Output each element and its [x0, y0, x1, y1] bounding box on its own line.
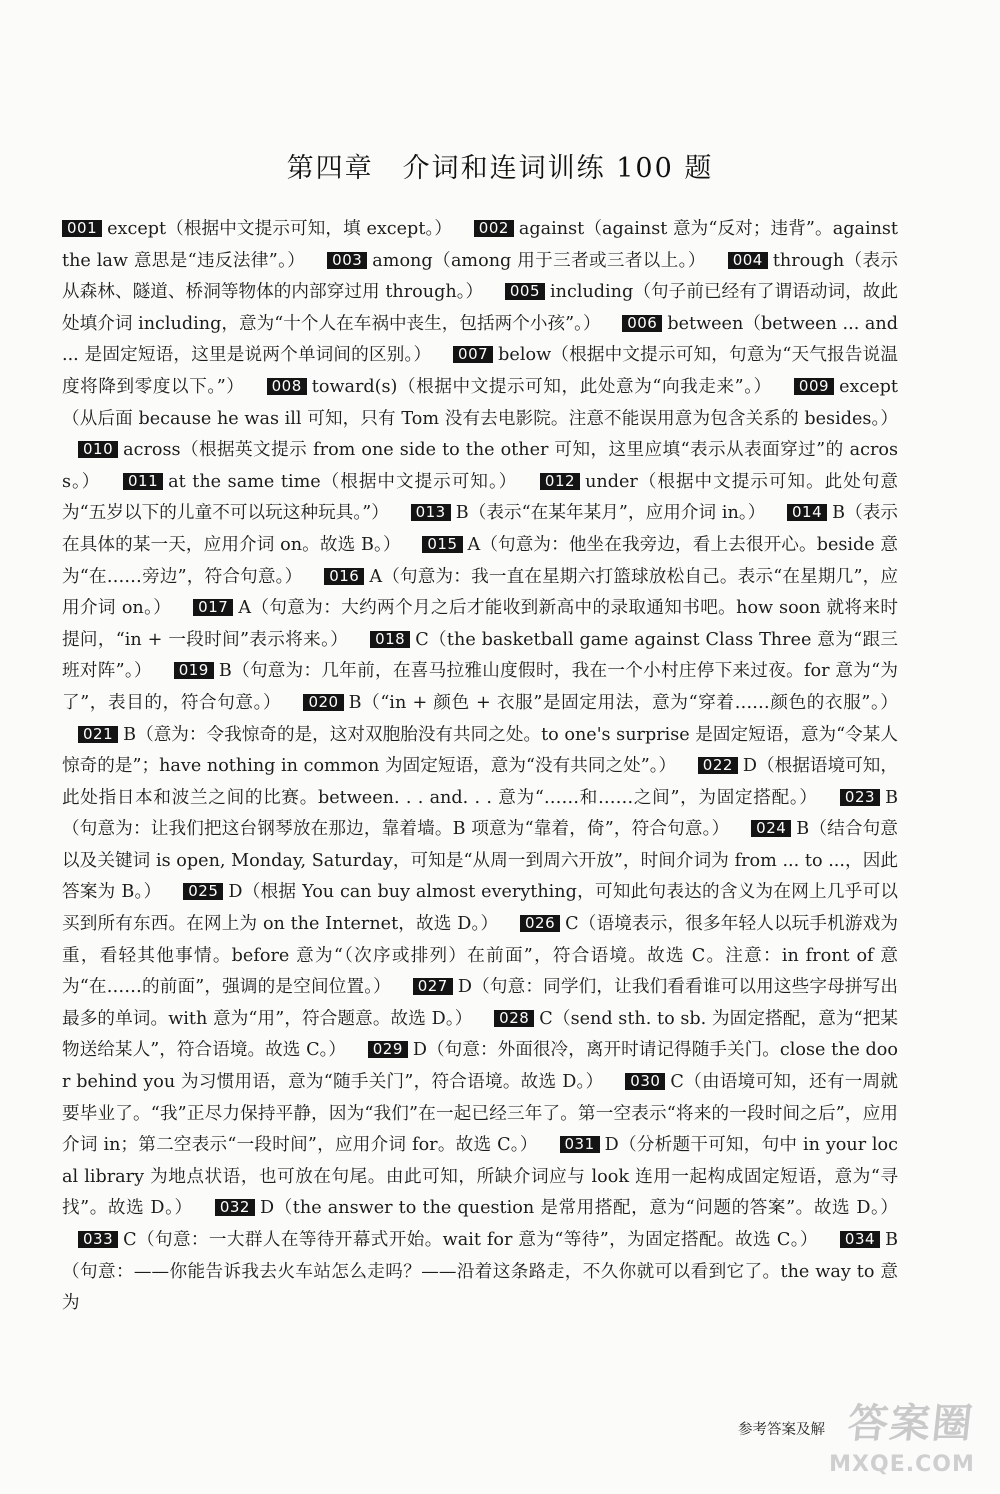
answer-text: C（句意：一大群人在等待开幕式开始。wait for 意为“等待”，为固定搭配。故选 C。） [123, 1230, 818, 1250]
answer-text: B（表示“在某年某月”，应用介词 in。） [455, 503, 766, 524]
watermark-url: MXQE.COM [829, 1452, 975, 1477]
page-footer: 参考答案及解 [738, 1422, 825, 1438]
answer-entry [107, 472, 517, 492]
answer-text: except（从后面 because he was ill 可知，只有 Tom 没有去电影院。注意不能误用意为包含关系的 besides。） [62, 376, 898, 429]
question-number-badge: 015 [422, 536, 462, 553]
answer-entry [251, 377, 772, 397]
question-number-badge: 009 [794, 378, 834, 395]
answer-text: A（句意为：他坐在我旁边，看上去很开心。beside 意为“在……旁边”，符合句意。） [62, 534, 898, 587]
question-number-badge: 020 [303, 694, 343, 711]
answer-text: among（among 用于三者或三者以上。） [372, 250, 706, 271]
answer-text: B（意为：令我惊奇的是，这对双胞胎没有共同之处。to one's surprise 是固定短语，意为“令某人惊奇的是”；have nothing in common 为固定短语，意为“没有共同之处”。） [62, 724, 898, 777]
answer-text: under（根据中文提示可知。此处句意为“五岁以下的儿童不可以玩这种玩具。”） [62, 471, 899, 524]
answer-text: D（根据语境可知，此处指日本和波兰之间的比赛。between. . . and. . . 意为“……和……之间”，为固定搭配。） [62, 756, 899, 808]
question-number-badge: 017 [193, 599, 233, 616]
question-number-badge: 013 [411, 504, 451, 521]
answer-entry [199, 1198, 898, 1218]
answer-text: B（句意为：几年前，在喜马拉雅山度假时，我在一个小村庄停下来过夜。for 意为“为了”，表目的，符合句意。） [62, 661, 898, 713]
question-number-badge: 021 [78, 726, 118, 743]
question-number-badge: 010 [78, 441, 118, 458]
answer-text: B（句意：——你能告诉我去火车站怎么走吗？——沿着这条路走，不久你就可以看到它了。the way to 意为 [62, 1230, 898, 1314]
question-number-badge: 025 [183, 883, 223, 900]
answer-list [62, 214, 898, 1320]
question-number-badge: 029 [368, 1041, 408, 1058]
chapter-title: 第四章 介词和连词训练 100 题 [286, 153, 714, 184]
question-number-badge: 023 [840, 789, 880, 806]
question-number-badge: 008 [267, 378, 307, 395]
answer-entry [395, 503, 766, 523]
answer-entry [287, 693, 898, 713]
answer-text: B（句意为：让我们把这台钢琴放在那边，靠着墙。B 项意为“靠着，倚”，符合句意。） [62, 787, 898, 840]
question-number-badge: 006 [622, 315, 662, 332]
answer-text: B（表示在具体的某一天，应用介词 on。故选 B。） [62, 503, 899, 555]
question-number-badge: 016 [324, 568, 364, 585]
question-number-badge: 028 [494, 1010, 534, 1027]
answer-text: C（语境表示，很多年轻人以玩手机游戏为重，看轻其他事情。before 意为“（次序或排列）在前面”，符合语境。故选 C。注意：in front of 意为“在……的前面”，强调的是空间位置。） [62, 914, 898, 998]
answer-text: C（send sth. to sb. 为固定搭配，意为“把某物送给某人”，符合语境。故选 C。） [62, 1008, 898, 1061]
question-number-badge: 031 [560, 1136, 600, 1153]
answer-text: A（句意为：我一直在星期六打篮球放松自己。表示“在星期几”，应用介词 on。） [62, 566, 898, 619]
answer-text: D（the answer to the question 是常用搭配，意为“问题的答案”。故选 D。） [259, 1198, 898, 1219]
question-number-badge: 034 [840, 1231, 880, 1248]
answer-text: D（句意：外面很冷，离开时请记得随手关门。close the door behind you 为习惯用语，意为“随手关门”，符合语境。故选 D。） [62, 1040, 898, 1093]
answer-text: including（句子前已经有了谓语动词，故此处填介词 including，意为“十个人在车祸中丧生，包括两个小孩”。） [62, 282, 899, 334]
question-number-badge: 030 [625, 1073, 665, 1090]
answer-text: against（against 意为“反对；违背”。against the law 意思是“违反法律”。） [62, 219, 899, 271]
answer-text: B（结合句意以及关键词 is open, Monday, Saturday，可知是“从周一到周六开放”，时间介词为 from ... to ...，因此答案为 B。） [62, 819, 899, 903]
question-number-badge: 002 [474, 220, 514, 237]
answer-text: C（the basketball game against Class Three 意为“跟三班对阵”。） [62, 629, 899, 682]
answer-text: across（根据英文提示 from one side to the other 可知，这里应填“表示从表面穿过”的 across。） [62, 440, 898, 492]
answer-text: D（句意：同学们，让我们看看谁可以用这些字母拼写出最多的单词。with 意为“用”，符合题意。故选 D。） [62, 977, 899, 1029]
question-number-badge: 033 [78, 1231, 118, 1248]
answer-text: A（句意为：大约两个月之后才能收到新高中的录取通知书吧。how soon 就将来时提问，“in + 一段时间”表示将来。） [62, 598, 899, 650]
question-number-badge: 027 [413, 978, 453, 995]
answer-entry [311, 251, 706, 271]
answer-text: D（根据 You can buy almost everything，可知此句表达的含义为在网上几乎可以买到所有东西。在网上为 on the Internet，故选 D。） [62, 882, 899, 935]
question-number-badge: 003 [327, 252, 367, 269]
question-number-badge: 032 [215, 1199, 255, 1216]
answer-text: at the same time（根据中文提示可知。） [168, 471, 518, 492]
question-number-badge: 022 [698, 757, 738, 774]
question-number-badge: 012 [540, 473, 580, 490]
answer-text: between（between ... and ... 是固定短语，这里是说两个单词间的区别。） [62, 313, 898, 366]
answer-text: D（分析题干可知，句中 in your local library 为地点状语，也可放在句尾。由此可知，所缺介词应与 look 连用一起构成固定短语，意为“寻找”。故选 D。） [62, 1135, 898, 1219]
answer-text: B（“in + 颜色 + 衣服”是固定用法，意为“穿着……颜色的衣服”。） [348, 692, 898, 713]
answer-text: except（根据中文提示可知，填 except。） [107, 219, 453, 239]
question-number-badge: 018 [370, 631, 410, 648]
answer-entry [62, 1230, 818, 1250]
question-number-badge: 019 [174, 662, 214, 679]
question-number-badge: 026 [520, 915, 560, 932]
answer-entry [62, 219, 452, 239]
watermark-logo: 答案圈 [845, 1401, 977, 1447]
question-number-badge: 004 [728, 252, 768, 269]
question-number-badge: 014 [787, 504, 827, 521]
question-number-badge: 024 [751, 820, 791, 837]
answer-text: toward(s)（根据中文提示可知，此处意为“向我走来”。） [311, 376, 772, 397]
question-number-badge: 005 [505, 283, 545, 300]
answer-text: through（表示从森林、隧道、桥洞等物体的内部穿过用 through。） [62, 250, 899, 303]
answer-text: below（根据中文提示可知，句意为“天气报告说温度将降到零度以下。”） [62, 345, 899, 397]
question-number-badge: 011 [123, 473, 163, 490]
answer-text: C（由语境可知，还有一周就要毕业了。“我”正尽力保持平静，因为“我们”在一起已经三年了。第一空表示“将来的一段时间之后”，应用介词 in；第二空表示“一段时间”，应用介词 for。故选 C。） [62, 1072, 898, 1156]
question-number-badge: 007 [453, 346, 493, 363]
question-number-badge: 001 [62, 220, 102, 237]
